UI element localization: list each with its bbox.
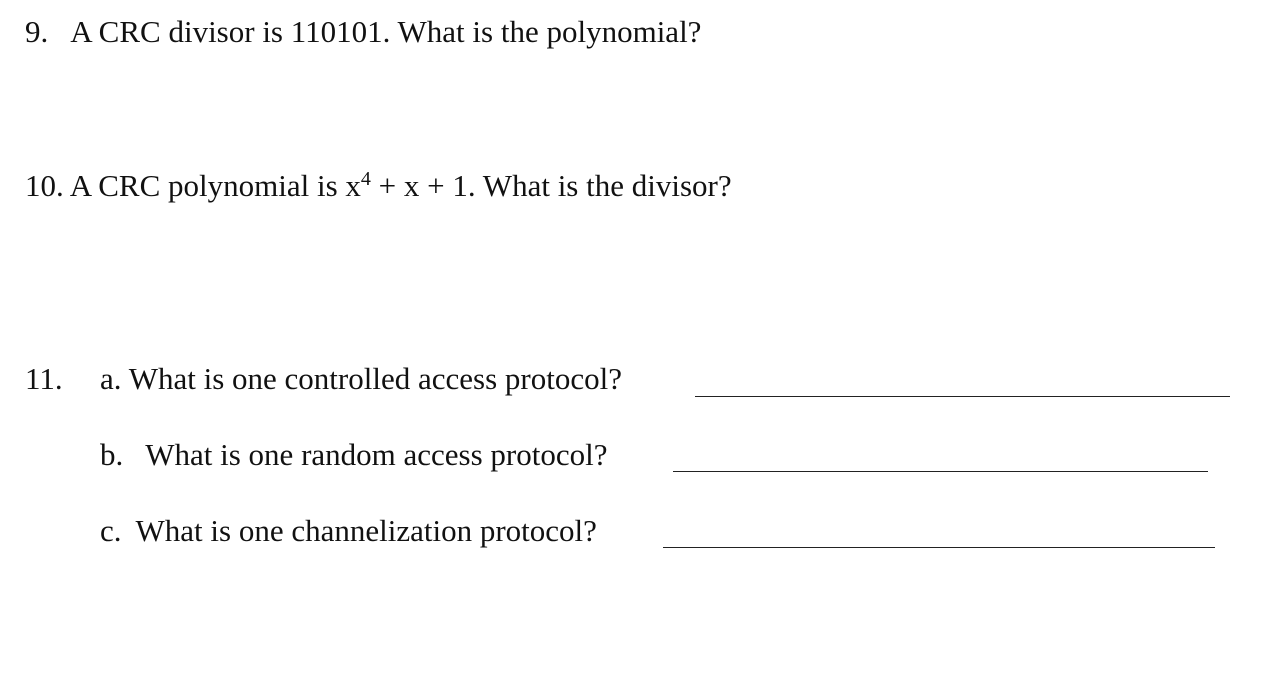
question-10-number: 10.: [25, 168, 64, 203]
question-11b-letter: b.: [100, 437, 124, 472]
question-11-number: 11.: [25, 361, 63, 396]
answer-blank-11a[interactable]: [695, 396, 1230, 397]
answer-blank-11b[interactable]: [673, 471, 1208, 472]
question-11a: [100, 363, 622, 394]
question-11b-text: What is one random access protocol?: [145, 437, 608, 472]
question-10-text-before: A CRC polynomial is x: [69, 168, 361, 203]
question-11b: [100, 439, 608, 470]
question-11a-letter: a.: [100, 361, 122, 396]
question-10-exponent: 4: [360, 168, 371, 190]
question-10-text-after: + x + 1. What is the divisor?: [370, 168, 732, 203]
question-11a-text: What is one controlled access protocol?: [128, 361, 622, 396]
question-9-number: 9.: [25, 14, 49, 49]
question-11c-text: What is one channelization protocol?: [135, 513, 597, 548]
question-9-text: A CRC divisor is 110101. What is the polynomial?: [70, 14, 702, 49]
question-9: [25, 16, 701, 47]
answer-blank-11c[interactable]: [663, 547, 1215, 548]
question-11c: [100, 515, 597, 546]
question-10: [25, 170, 732, 201]
question-11c-letter: c.: [100, 513, 122, 548]
